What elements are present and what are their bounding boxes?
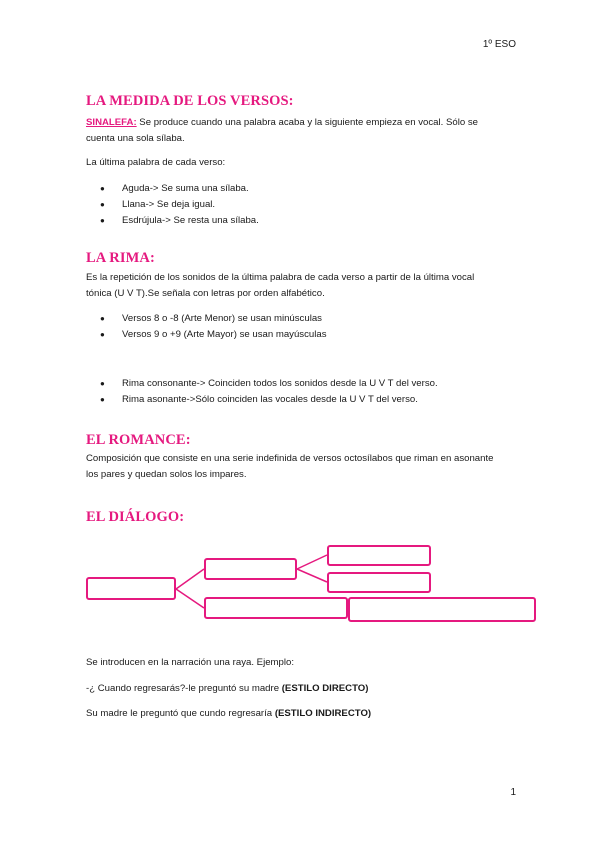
medida-intro: La última palabra de cada verso: (86, 157, 226, 168)
connector-line (297, 569, 327, 582)
diagram-box-upper (204, 558, 297, 580)
list-item: ● Llana-> Se deja igual. (100, 197, 259, 213)
rima-text-line1: Es la repetición de los sonidos de la última palabra de cada verso a partir de la última vocal (86, 272, 475, 283)
page-number: 1 (510, 787, 516, 798)
example-direct-tag: (ESTILO DIRECTO) (281, 683, 369, 694)
course-label: 1º ESO (482, 39, 516, 50)
rima-text-line2: tónica (U V T).Se señala con letras por orden alfabético. (86, 288, 325, 299)
list-item: ● Rima asonante->Sólo coinciden las vocales desde la U V T del verso. (100, 392, 438, 408)
sinalefa-term: SINALEFA: (86, 117, 137, 128)
connector-line (176, 589, 204, 608)
connector-line (297, 555, 327, 569)
list-item: ● Versos 9 o +9 (Arte Mayor) se usan mayúsculas (100, 327, 327, 343)
list-item: ● Versos 8 o -8 (Arte Menor) se usan minúsculas (100, 311, 327, 327)
dialogo-example-indirect (86, 706, 526, 722)
section-title-dialogo: EL DIÁLOGO: (86, 509, 185, 525)
sinalefa-text-line2: cuenta una sola sílaba. (86, 133, 185, 144)
diagram-box-lower-right (348, 597, 536, 622)
list-item: ● Rima consonante-> Coinciden todos los sonidos desde la U V T del verso. (100, 376, 438, 392)
diagram-box-upper-right-1 (327, 545, 431, 566)
section-title-rima: LA RIMA: (86, 250, 155, 266)
example-indirect-tag: (ESTILO INDIRECTO) (274, 708, 372, 719)
diagram-box-upper-right-2 (327, 572, 431, 593)
list-item: ● Aguda-> Se suma una sílaba. (100, 181, 259, 197)
example-direct-text: -¿ Cuando regresarás?-le preguntó su madre (86, 683, 282, 694)
romance-text-line1: Composición que consiste en una serie indefinida de versos octosílabos que riman en asonante (86, 453, 494, 464)
diagram-box-root (86, 577, 176, 600)
sinalefa-text-line1: Se produce cuando una palabra acaba y la siguiente empieza en vocal. Sólo se (136, 117, 478, 128)
section-title-romance: EL ROMANCE: (86, 432, 191, 448)
dialogo-intro: Se introducen en la narración una raya. Ejemplo: (86, 657, 294, 668)
dialogo-example-direct (86, 681, 526, 697)
example-indirect-text: Su madre le preguntó que cundo regresaría (86, 708, 275, 719)
romance-text-line2: los pares y quedan solos los impares. (86, 469, 247, 480)
list-item: ● Esdrújula-> Se resta una sílaba. (100, 213, 259, 229)
section-title-medida: LA MEDIDA DE LOS VERSOS: (86, 93, 294, 109)
connector-line (176, 569, 204, 589)
diagram-box-lower (204, 597, 348, 619)
